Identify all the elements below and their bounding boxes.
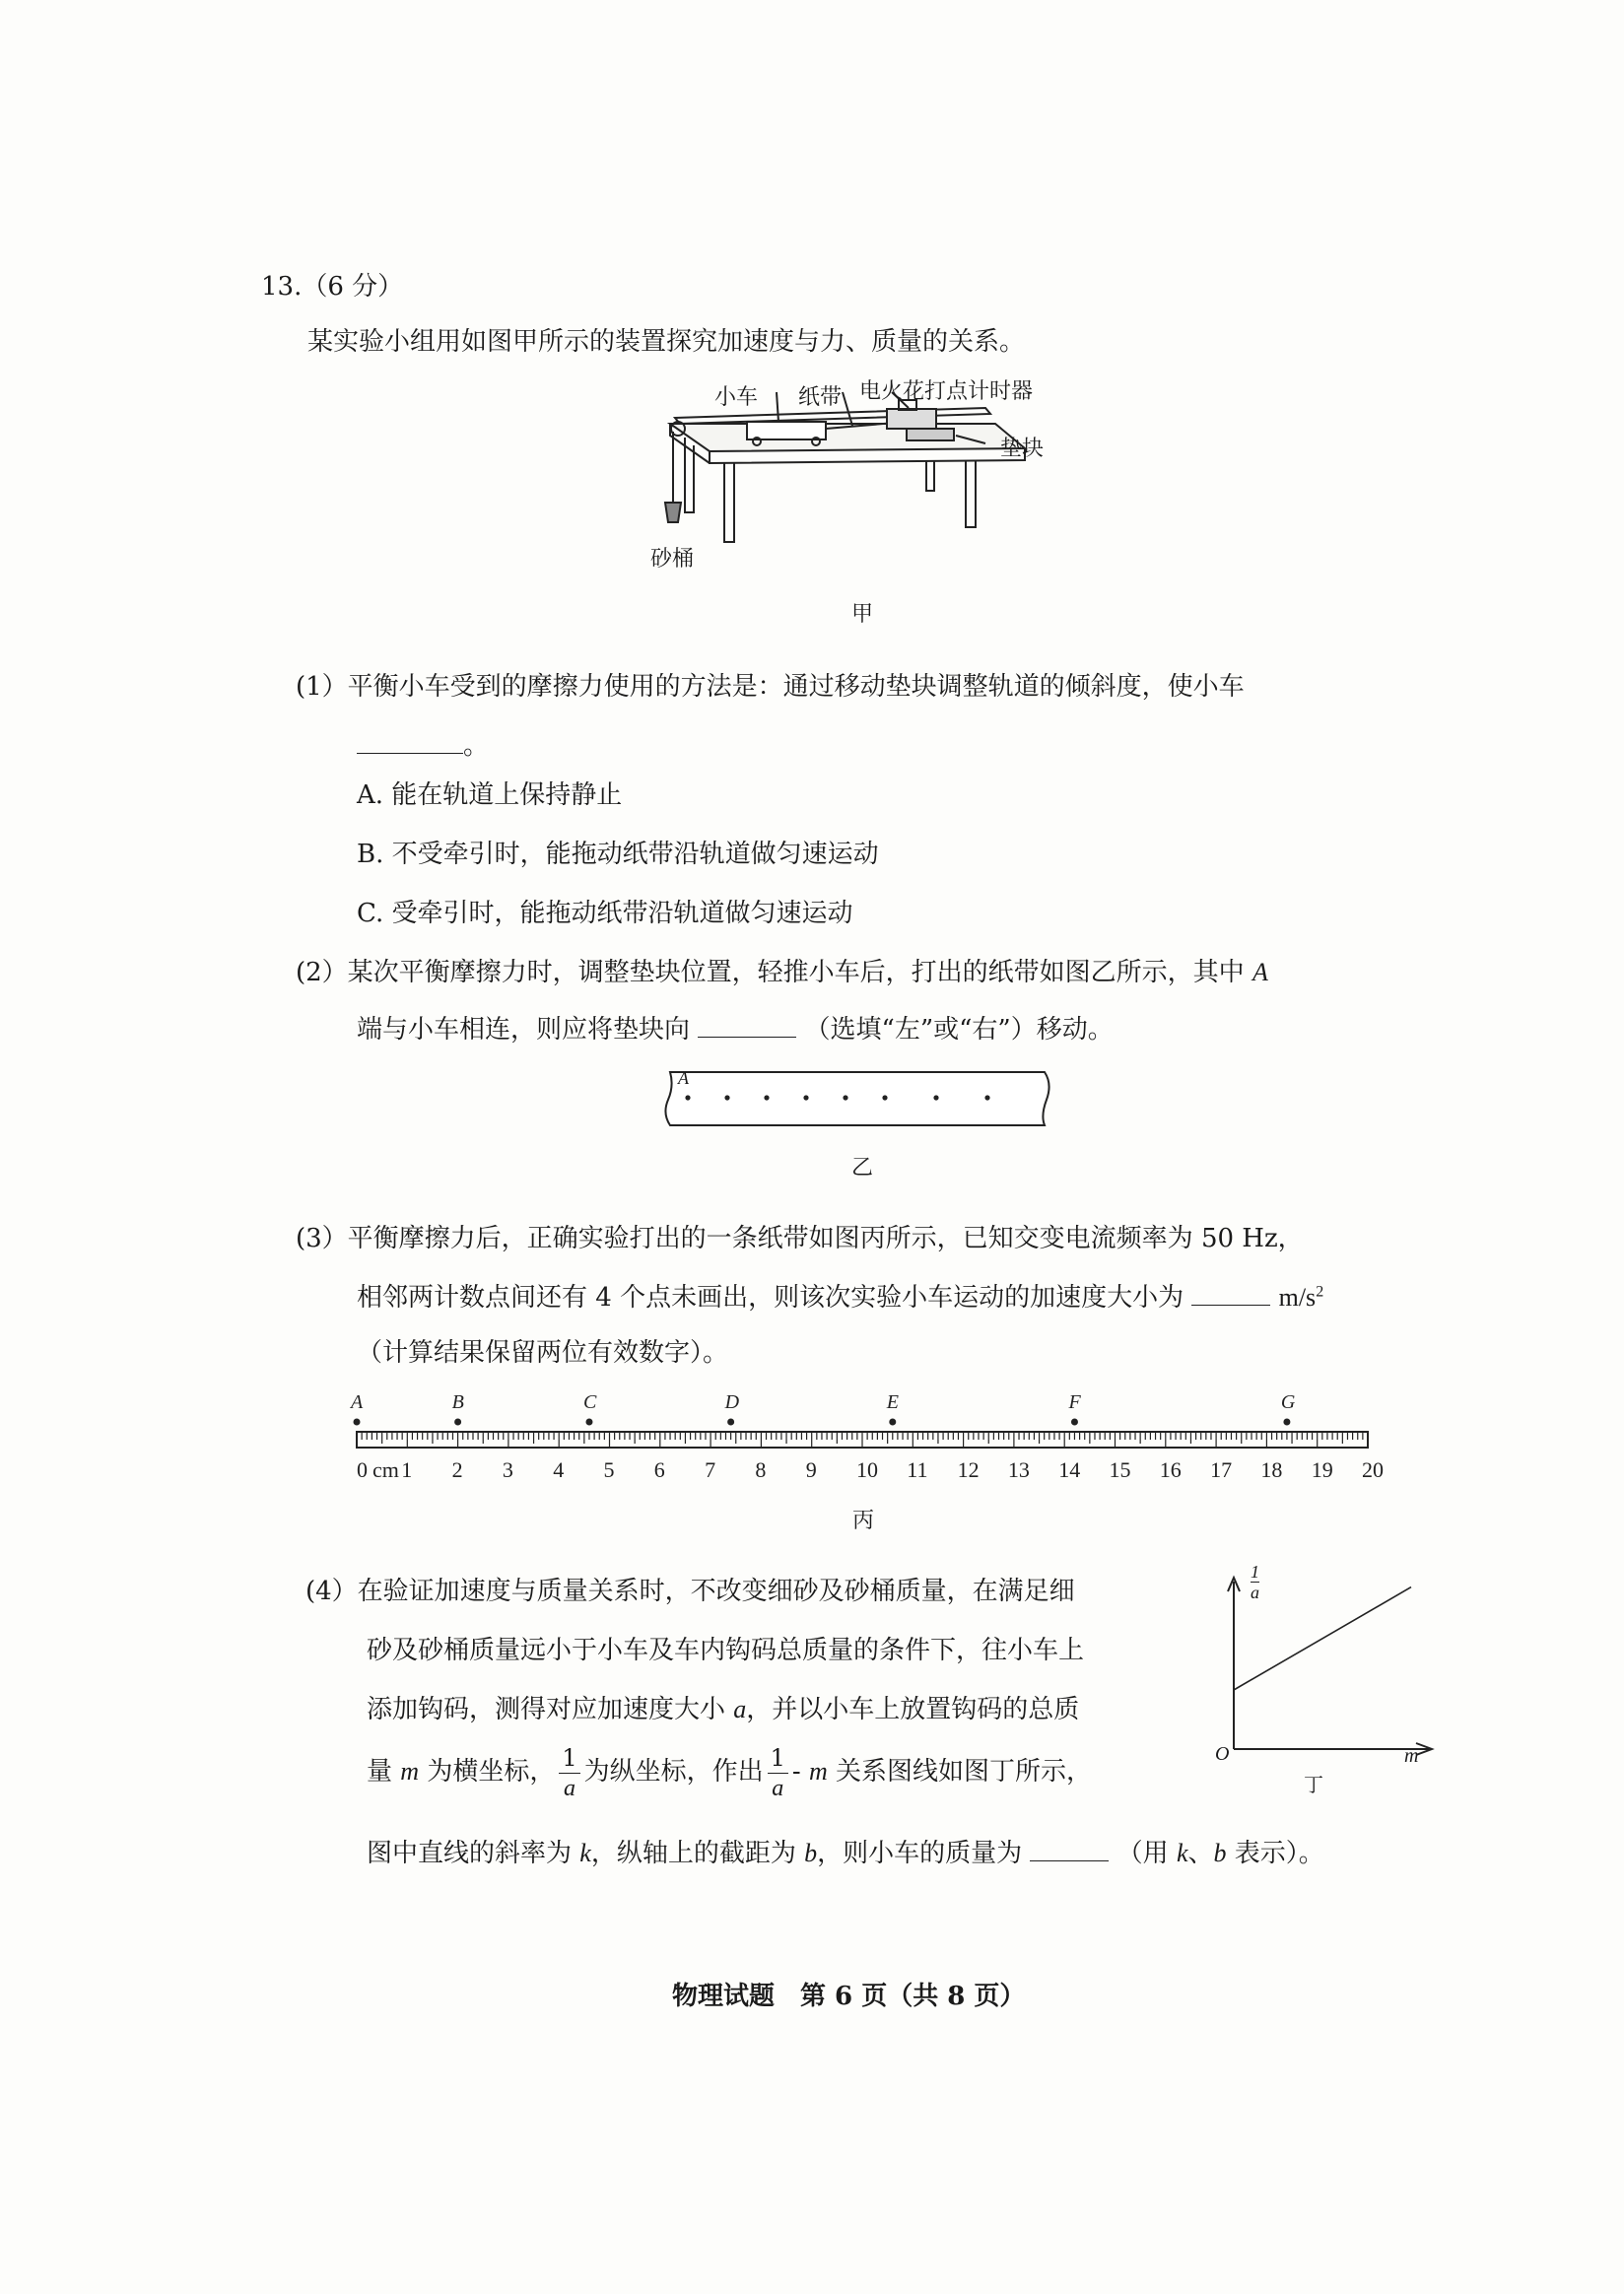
y-axis-label: [1251, 1562, 1259, 1602]
ruler-with-tape: [335, 1384, 1399, 1503]
ruler-point: [354, 1419, 361, 1426]
tape-dot: [984, 1095, 989, 1100]
question-intro: 某实验小组用如图甲所示的装置探究加速度与力、质量的关系。: [307, 327, 1026, 357]
ruler-point: [727, 1419, 734, 1426]
tape-dot: [843, 1095, 847, 1100]
part4-line3-tail: ，并以小车上放置钩码的总质: [746, 1695, 1080, 1724]
fraction-1-over-a-2: [768, 1743, 788, 1803]
part4-var-k2: k: [1176, 1839, 1188, 1867]
part1-answer-line: [357, 725, 489, 762]
ruler-point-label: B: [451, 1391, 464, 1413]
part1-option-a: A. 能在轨道上保持静止: [357, 780, 623, 810]
part4-line3-text: 添加钩码，测得对应加速度大小: [367, 1695, 726, 1724]
part3-unit: [1279, 1283, 1324, 1312]
part4-line4: [367, 1742, 1092, 1803]
ruler-label: 17: [1210, 1457, 1233, 1482]
ruler-label: 7: [705, 1457, 716, 1482]
caption-bing: 丙: [852, 1509, 875, 1533]
tape-dot: [933, 1095, 938, 1100]
part1-option-b: B. 不受牵引时，能拖动纸带沿轨道做匀速运动: [357, 840, 879, 869]
part3-line2-text: 相邻两计数点间还有 4 个点未画出，则该次实验小车运动的加速度大小为: [357, 1283, 1184, 1313]
part1-blank[interactable]: [357, 727, 463, 754]
ruler-point: [1283, 1419, 1290, 1426]
ruler-label: 14: [1058, 1457, 1081, 1482]
ruler-label: 10: [856, 1457, 878, 1482]
part4-line5-text: 图中直线的斜率为: [367, 1839, 573, 1868]
part2-line1-text: (2）某次平衡摩擦力时，调整垫块位置，轻推小车后，打出的纸带如图乙所示，其中: [296, 958, 1245, 987]
ruler-label: 16: [1159, 1457, 1182, 1482]
page-footer: 物理试题 第 6 页（共 8 页）: [672, 1982, 1026, 2011]
label-pad: 垫块: [1000, 437, 1045, 461]
fraction-denominator: a: [563, 1775, 575, 1801]
part2-line1: [296, 952, 1268, 988]
origin-label: O: [1215, 1743, 1230, 1765]
ruler-label: 18: [1260, 1457, 1283, 1482]
ruler-label: 11: [907, 1457, 928, 1482]
ruler-label: 4: [553, 1457, 565, 1482]
part3-unit-exp: 2: [1316, 1283, 1324, 1301]
part4-blank[interactable]: [1030, 1835, 1109, 1861]
label-timer: 电火花打点计时器: [859, 379, 1034, 404]
figure-yi: [660, 1064, 1054, 1133]
ruler-point-label: A: [351, 1391, 364, 1413]
fraction-1-over-a: [559, 1743, 579, 1803]
part2-var-a: A: [1252, 958, 1268, 986]
ruler-label: 12: [957, 1457, 980, 1482]
part4-line4-e: 关系图线如图丁所示，: [836, 1757, 1093, 1787]
ruler-label: 6: [653, 1457, 665, 1482]
ruler-label: 2: [451, 1457, 463, 1482]
part4-line5-e: 表示）。: [1234, 1839, 1324, 1868]
part4-var-k: k: [579, 1839, 591, 1867]
ruler-point: [889, 1419, 896, 1426]
tape-dot: [685, 1095, 690, 1100]
ruler-point: [585, 1419, 592, 1426]
fraction-denominator: a: [772, 1775, 784, 1801]
part4-line3: [367, 1689, 1079, 1725]
part3-line3: （计算结果保留两位有效数字）。: [357, 1338, 729, 1368]
part3-line1: (3）平衡摩擦力后，正确实验打出的一条纸带如图丙所示，已知交变电流频率为 50 Hz，: [296, 1224, 1304, 1253]
data-line: [1234, 1587, 1411, 1690]
part2-line2-tail: （选填“左”或“右”）移动。: [804, 1015, 1114, 1045]
part1-option-c: C. 受牵引时，能拖动纸带沿轨道做匀速运动: [357, 899, 853, 928]
ruler-label: 3: [502, 1457, 513, 1482]
ruler-label: 5: [603, 1457, 615, 1482]
part4-line1: (4）在验证加速度与质量关系时，不改变细砂及砂桶质量，在满足细: [305, 1577, 1075, 1606]
label-bucket: 砂桶: [650, 547, 695, 572]
part4-sep: 、: [1187, 1839, 1214, 1868]
graph-inverse-a-vs-m: [1207, 1562, 1444, 1759]
ruler-point-label: F: [1068, 1391, 1081, 1413]
part2-line2-text: 端与小车相连，则应将垫块向: [357, 1015, 691, 1045]
paper-tape: [660, 1064, 1054, 1133]
part4-var-b2: b: [1213, 1839, 1227, 1867]
ruler-point-label: E: [886, 1391, 899, 1413]
ruler-unit: cm: [372, 1457, 399, 1482]
part2-line2: [357, 1009, 1114, 1046]
part4-line5-c: ，则小车的质量为: [817, 1839, 1023, 1868]
ruler-point-label: D: [724, 1391, 740, 1413]
caption-ding: 丁: [1304, 1773, 1323, 1796]
ruler-label: 19: [1311, 1457, 1333, 1482]
tape-dot: [764, 1095, 769, 1100]
ruler-label: 20: [1362, 1457, 1384, 1482]
part4-dash: -: [791, 1757, 801, 1787]
tape-dot: [803, 1095, 808, 1100]
label-car: 小车: [714, 385, 759, 410]
ruler-label: 0: [357, 1457, 368, 1482]
tape-dot: [724, 1095, 729, 1100]
part4-line4-text: 量: [367, 1757, 393, 1787]
label-tape: 纸带: [798, 385, 843, 410]
part4-var-b: b: [804, 1839, 818, 1867]
ruler-point-label: G: [1280, 1391, 1296, 1413]
part4-line2: 砂及砂桶质量远小于小车及车内钩码总质量的条件下，往小车上: [367, 1636, 1085, 1665]
part3-line2: [357, 1277, 1323, 1314]
caption-yi: 乙: [851, 1156, 874, 1181]
ruler-label: 8: [755, 1457, 767, 1482]
part4-line4-b: 为横坐标，: [427, 1757, 556, 1787]
tape-label-a: A: [678, 1068, 689, 1088]
caption-jia: 甲: [851, 602, 874, 627]
fraction-numerator: 1: [768, 1743, 788, 1774]
question-number: 13.（6 分）: [261, 272, 404, 302]
ruler-label: 15: [1109, 1457, 1131, 1482]
part2-blank[interactable]: [698, 1011, 796, 1038]
figure-bing: [335, 1384, 1399, 1503]
tape-dot: [882, 1095, 887, 1100]
part4-var-m2: m: [808, 1757, 828, 1786]
ruler-point: [1071, 1419, 1078, 1426]
x-axis-label: m: [1404, 1745, 1419, 1767]
part3-blank[interactable]: [1191, 1279, 1270, 1306]
figure-ding: [1207, 1562, 1444, 1796]
y-label-den: a: [1251, 1583, 1259, 1602]
part1-stem: (1）平衡小车受到的摩擦力使用的方法是：通过移动垫块调整轨道的倾斜度，使小车: [296, 672, 1245, 702]
part4-line5-b: ，纵轴上的截距为: [590, 1839, 796, 1868]
part4-line5-d: （用: [1116, 1839, 1169, 1868]
part3-unit-base: m/s: [1278, 1283, 1317, 1312]
part4-var-m: m: [400, 1757, 420, 1786]
part4-line5: [367, 1833, 1324, 1869]
ruler-label: 13: [1007, 1457, 1030, 1482]
part4-var-a: a: [733, 1695, 747, 1723]
part4-line4-c: 为纵坐标，作出: [583, 1757, 764, 1787]
figure-jia: [650, 374, 1094, 611]
ruler-label: 1: [401, 1457, 413, 1482]
ruler-point: [454, 1419, 461, 1426]
y-label-num: 1: [1251, 1562, 1259, 1582]
ruler-label: 9: [805, 1457, 817, 1482]
fraction-numerator: 1: [559, 1743, 579, 1774]
part1-stem-end: 。: [463, 731, 490, 761]
ruler-point-label: C: [582, 1391, 597, 1413]
